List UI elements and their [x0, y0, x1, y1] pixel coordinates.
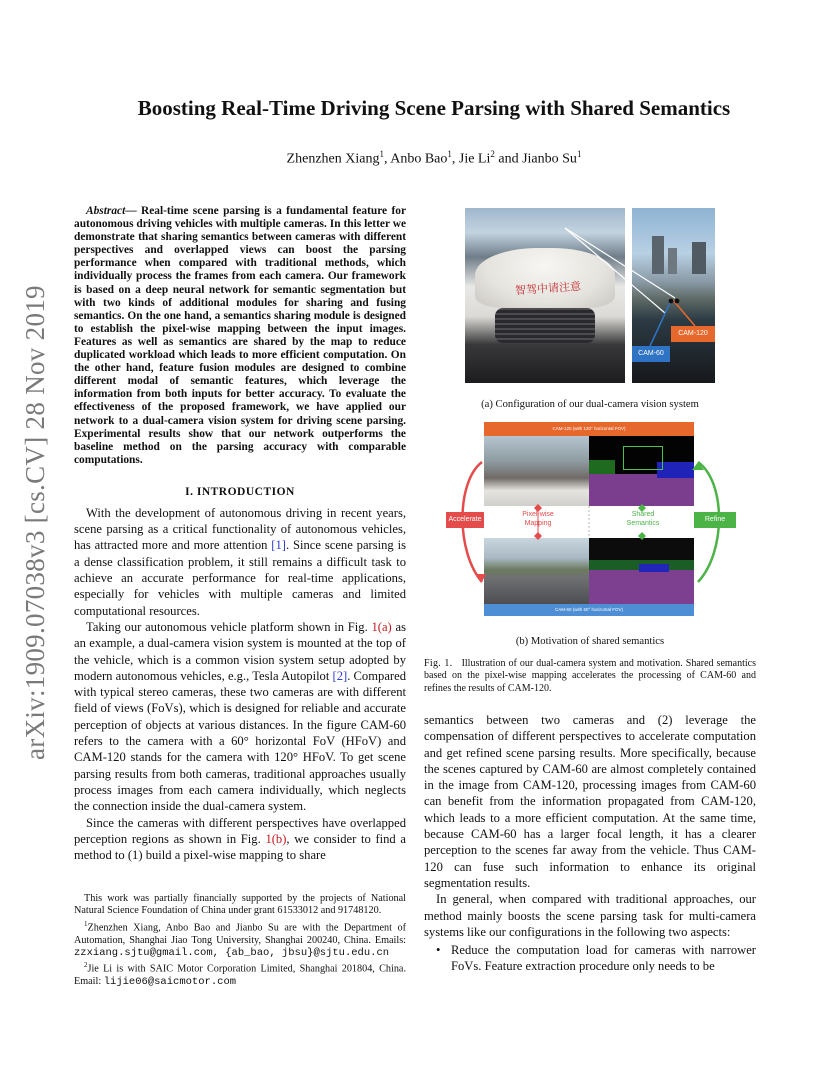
semantics-diamond	[638, 532, 646, 540]
author-name: Jie Li	[458, 151, 491, 167]
paper-title: Boosting Real-Time Driving Scene Parsing with Shared Semantics	[137, 96, 731, 120]
figure-caption-text: Illustration of our dual-camera system and motivation. Shared semantics based on the pixel-wise mapping accelerates the processing of CAM-60 and refines the results of CAM-120.	[424, 658, 756, 694]
affiliation-footnote	[74, 918, 406, 960]
text-run: Taking our autonomous vehicle platform shown in Fig.	[86, 619, 372, 634]
mapping-diamond	[534, 532, 542, 540]
footnote-mark: 1	[84, 919, 88, 928]
cam120-bar: CAM-120 (with 120° horizontal FOV)	[484, 422, 694, 436]
email-text: lijie06@saicmotor.com	[103, 976, 237, 989]
cam60-bar: CAM-60 (with 60° horizontal FOV)	[484, 604, 694, 616]
intro-paragraph	[74, 505, 406, 619]
abstract-label: Abstract	[86, 205, 126, 217]
author-name: Zhenzhen Xiang	[286, 151, 380, 167]
figure-ref-link[interactable]: 1(a)	[371, 619, 392, 634]
text-run: Since the cameras with different perspectives have overlapped perception regions as shown in Fig.	[74, 815, 406, 846]
arxiv-stamp: arXiv:1909.07038v3 [cs.CV] 28 Nov 2019	[20, 285, 50, 760]
pointer-line	[565, 228, 675, 298]
author-joiner: ,	[451, 151, 459, 167]
body-paragraph: In general, when compared with traditional approaches, our method mainly boosts the scene parsing task for multi-camera systems like our configurations in the following two aspects:	[424, 892, 756, 939]
text-run: . Since scene parsing is a dense classification problem, it still remains a difficult task to achieve an accurate performance for real-time applications, especially for vehicles with multiple cameras and limited computational resources.	[74, 538, 406, 618]
author-affiliation: 1	[576, 149, 582, 159]
author-affiliation: 2	[490, 149, 495, 159]
cam60-tag: CAM-60	[632, 346, 670, 362]
camera-dot	[669, 299, 674, 304]
funding-footnote: This work was partially financially supported by the projects of National Natural Science Foundation of China under grant 61533012 and 91748120.	[74, 893, 406, 917]
body-paragraph: semantics between two cameras and (2) leverage the compensation of different perspectives to accelerate computation and get refined scene parsing results. More specifically, because the scenes captured by CAM-60 are almost completely contained in the image from CAM-120, processing images from CAM-60 can benefit from the information propagated from CAM-120, which leads to a more efficient computation. At the same time, because CAM-60 has a larger focal length, it has a clearer perception to the scenes far away from the vehicle. Thus CAM-120 can fuse such information to enhance its original segmentation results.	[424, 713, 756, 890]
text-run: Jie Li is with SAIC Motor Corporation Limited, Shanghai 201804, China. Email:	[74, 963, 406, 988]
author-joiner: and	[494, 151, 523, 167]
abstract-dash: —	[125, 205, 137, 217]
cam120-tag: CAM-120	[671, 326, 715, 342]
shared-semantics-label: Shared Semantics	[626, 511, 660, 527]
figure-1b-caption: (b) Motivation of shared semantics	[515, 636, 665, 647]
refine-label: Refine	[694, 512, 736, 528]
motivation-arrows	[446, 422, 736, 618]
figure-label: Fig. 1.	[424, 658, 453, 669]
figure-1b	[446, 422, 736, 618]
author-list	[60, 145, 808, 169]
figure-1-caption	[424, 658, 756, 695]
figure-1a	[465, 208, 715, 383]
pointer-line	[565, 228, 665, 313]
footnote-mark: 2	[84, 961, 88, 970]
author-name: Anbo Bao	[390, 151, 448, 167]
author-affiliation: 1	[379, 149, 384, 159]
right-column-text	[424, 712, 756, 975]
pixel-mapping-label: Pixel-wise Mapping	[522, 511, 554, 527]
author-affiliation: 1	[447, 149, 452, 159]
intro-paragraph	[74, 619, 406, 815]
text-run: With the development of autonomous driving in recent years, scene parsing as a critical functionality of autonomous vehicles, has attracted more and more attention	[74, 505, 406, 553]
text-run: . Compared with typical stereo cameras, these two cameras are with different field of views (FoVs), which is designed for reliable and accurate perception of objects at various distances. In the figure CAM-60 refers to the camera with a 60° horizontal FoV (HFoV) and CAM-120 stands for the camera with 120° HFoV. To get scene parsing results from both cameras, traditional approaches usually process images from each camera individually, which neglects the connection inside the dual-camera system.	[74, 668, 406, 814]
footnotes	[74, 893, 406, 989]
author-joiner: ,	[383, 151, 391, 167]
figure-ref-link[interactable]: 1(b)	[265, 831, 287, 846]
citation-link[interactable]: [2]	[332, 668, 348, 683]
text-run: as an example, a dual-camera vision system is mounted at the top of the vehicle, which is a common vision system setup adopted by modern autonomous vehicles, e.g., Tesla Autopilot	[74, 619, 406, 683]
citation-link[interactable]: [1]	[271, 538, 286, 553]
author-name: Jianbo Su	[522, 151, 577, 167]
abstract	[74, 205, 406, 467]
camera-pointer-lines	[465, 208, 715, 383]
pointer-line-cam120	[673, 300, 695, 326]
affiliation-footnote	[74, 959, 406, 988]
vehicle-lettering: 智驾中请注意	[514, 279, 582, 298]
accelerate-label: Accelerate	[446, 512, 484, 528]
text-run: , we consider to find a method to (1) build a pixel-wise mapping to share	[74, 831, 406, 863]
section-heading-introduction: I. INTRODUCTION	[185, 485, 295, 498]
email-text: zzxiang.sjtu@gmail.com, {ab_bao, jbsu}@sjtu.edu.cn	[74, 947, 390, 960]
left-column	[74, 205, 406, 863]
aspect-list	[424, 942, 756, 975]
abstract-text: Real-time scene parsing is a fundamental feature for autonomous driving vehicles with multiple cameras. In this letter we demonstrate that sharing semantics between cameras with different perspectives and overlapped views can boost the parsing performance when compared with traditional methods, which individually process the frames from each camera. Our framework is based on a deep neural network for semantic segmentation but with two kinds of additional modules for sharing and fusing semantics. On the one hand, a semantics sharing module is designed to establish the pixel-wise mapping between the input images. Features as well as semantics are shared by the map to reduce duplicated workload which leads to more efficient computation. On the other hand, feature fusion modules are designed to combine different modal of semantic features, which leverage the information from both inputs for better accuracy. To evaluate the effectiveness of the proposed framework, we have applied our network to a dual-camera vision system for driving scene parsing. Experimental results show that our network outperforms the baseline method on the parsing accuracy with comparable computations.	[74, 205, 406, 466]
intro-paragraph	[74, 815, 406, 864]
camera-dot	[675, 299, 680, 304]
text-run: Zhenzhen Xiang, Anbo Bao and Jianbo Su are with the Department of Automation, Shanghai Jiao Tong University, Shanghai 200240, China. Emails:	[74, 922, 406, 946]
list-item: • Reduce the computation load for cameras with narrower FoVs. Feature extraction procedure only needs to be	[424, 942, 756, 975]
figure-1a-caption: (a) Configuration of our dual-camera vision system	[481, 399, 699, 410]
